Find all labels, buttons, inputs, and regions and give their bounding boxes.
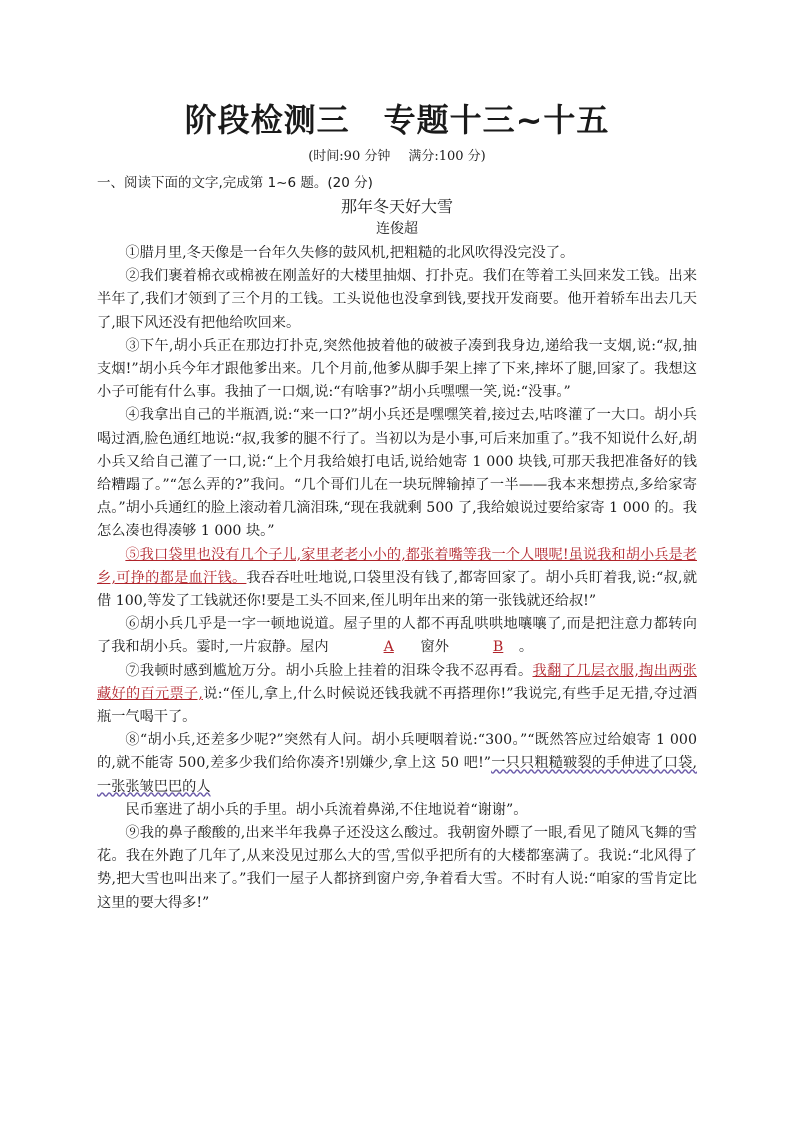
paragraph-9: ⑨我的鼻子酸酸的,出来半年我鼻子还没这么酸过。我朝窗外瞟了一眼,看见了随风飞舞的雪花。我在外跑了几年了,从来没见过那么大的雪,雪似乎把所有的大楼都塞满了。我说:“北风得了势,把大雪也叫出来了。”我们一屋子人都挤到窗户旁,争着看大雪。不时有人说:“咱家的雪肯定比这里的要大得多!” bbox=[97, 825, 697, 911]
exam-time: (时间:90 分钟 bbox=[308, 149, 391, 164]
paragraph-6 bbox=[97, 613, 697, 659]
exam-score: 满分:100 分) bbox=[408, 149, 486, 164]
paragraph-5-rest: 我吞吞吐吐地说,口袋里没有钱了,都寄回家了。胡小兵盯着我,说:“叔,就借 100,等发了工钱就还你!要是工头不回来,侄儿明年出来的第一张钱就还给叔!” bbox=[97, 569, 698, 610]
highlighted-sentence-5: ⑤我口袋里也没有几个子儿,家里老老小小的,都张着嘴等我一个人喂呢!虽说我和胡小兵是老乡,可挣的都是血汗钱。 bbox=[97, 546, 697, 586]
title-part-2: 专题十三~十五 bbox=[383, 101, 610, 139]
paragraph-8 bbox=[97, 729, 697, 799]
paragraph-1: ①腊月里,冬天像是一台年久失修的鼓风机,把粗糙的北风吹得没完没了。 bbox=[125, 245, 575, 261]
blank-a: A bbox=[383, 639, 394, 656]
highlighted-sentence-7: 我翻了几层衣服,掏出两张藏好的百元票子, bbox=[97, 662, 697, 702]
paragraph-5 bbox=[97, 544, 697, 614]
paragraph-6-text: ⑥胡小兵几乎是一字一顿地说道。屋子里的人都不再乱哄哄地嚷嚷了,而是把注意力都转向了我和胡小兵。霎时,一片寂静。屋内 bbox=[97, 616, 697, 656]
article-title: 那年冬天好大雪 bbox=[340, 197, 453, 216]
paragraph-2: ②我们裹着棉衣或棉被在刚盖好的大楼里抽烟、打扑克。我们在等着工头回来发工钱。出来半年了,我们才领到了三个月的工钱。工头说他也没拿到钱,要找开发商要。他开着轿车出去几天了,眼下风还没有把他给吹回来。 bbox=[97, 268, 697, 331]
blank-b: B bbox=[492, 639, 504, 656]
paragraph-6-end: 。 bbox=[518, 639, 534, 656]
page-title bbox=[0, 100, 794, 140]
paragraph-8-continued bbox=[97, 799, 697, 822]
section-instruction: 一、阅读下面的文字,完成第 1~6 题。(20 分) bbox=[97, 175, 373, 191]
wavy-underlined-sentence: 一只只粗糙皲裂的手伸进了口袋,一张张皱巴巴的人 bbox=[97, 755, 697, 795]
paragraph-8-start: ⑧“胡小兵,还差多少呢?”突然有人问。胡小兵哽咽着说:“300。”“既然答应过给娘寄 1 000 的,就不能寄 500,差多少我们给你凑齐!别嫌少,拿上这 50 吧!” bbox=[97, 732, 697, 772]
article-author: 连俊超 bbox=[376, 221, 418, 237]
title-part-1: 阶段检测三 bbox=[184, 101, 350, 139]
paragraph-7-end: 说:“侄儿,拿上,什么时候说还钱我就不再搭理你!”我说完,有些手足无措,夺过酒瓶一气喝干了。 bbox=[97, 685, 698, 726]
paragraph-3: ③下午,胡小兵正在那边打扑克,突然他披着他的破被子凑到我身边,递给我一支烟,说:“叔,抽支烟!”胡小兵今年才跟他爹出来。几个月前,他爹从脚手架上摔了下来,摔坏了腿,回家了。我想这小子可能有什么事。我抽了一口烟,说:“有啥事?”胡小兵嘿嘿一笑,说:“没事。” bbox=[97, 337, 697, 401]
paragraph-7-start: ⑦我顿时感到尴尬万分。胡小兵脸上挂着的泪珠令我不忍再看。 bbox=[125, 662, 533, 679]
paragraph-4: ④我拿出自己的半瓶酒,说:“来一口?”胡小兵还是嘿嘿笑着,接过去,咕咚灌了一大口。胡小兵喝过酒,脸色通红地说:“叔,我爹的腿不行了。当初以为是小事,可后来加重了。”我不知说什么好,胡小兵又给自己灌了一口,说:“上个月我给娘打电话,说给她寄 1 000 块钱,可那天我把准备好的钱给糟蹋了。”“怎么弄的?”我问。“几个哥们儿在一块玩牌输掉了一半——我本来想捞点,多给家寄点。”胡小兵通红的脸上滚动着几滴泪珠,“现在我就剩 500 了,我给娘说过要给家寄 1 000 的。我怎么凑也得凑够 1 000 块。” bbox=[97, 407, 697, 540]
paragraph-8-cont: 民币塞进了胡小兵的手里。 bbox=[125, 801, 296, 818]
paragraph-7 bbox=[97, 660, 697, 730]
article-body bbox=[97, 242, 697, 915]
paragraph-6-mid: 窗外 bbox=[420, 639, 449, 656]
exam-meta bbox=[0, 148, 794, 166]
paragraph-8-end: 胡小兵流着鼻涕,不住地说着“谢谢”。 bbox=[295, 801, 528, 818]
